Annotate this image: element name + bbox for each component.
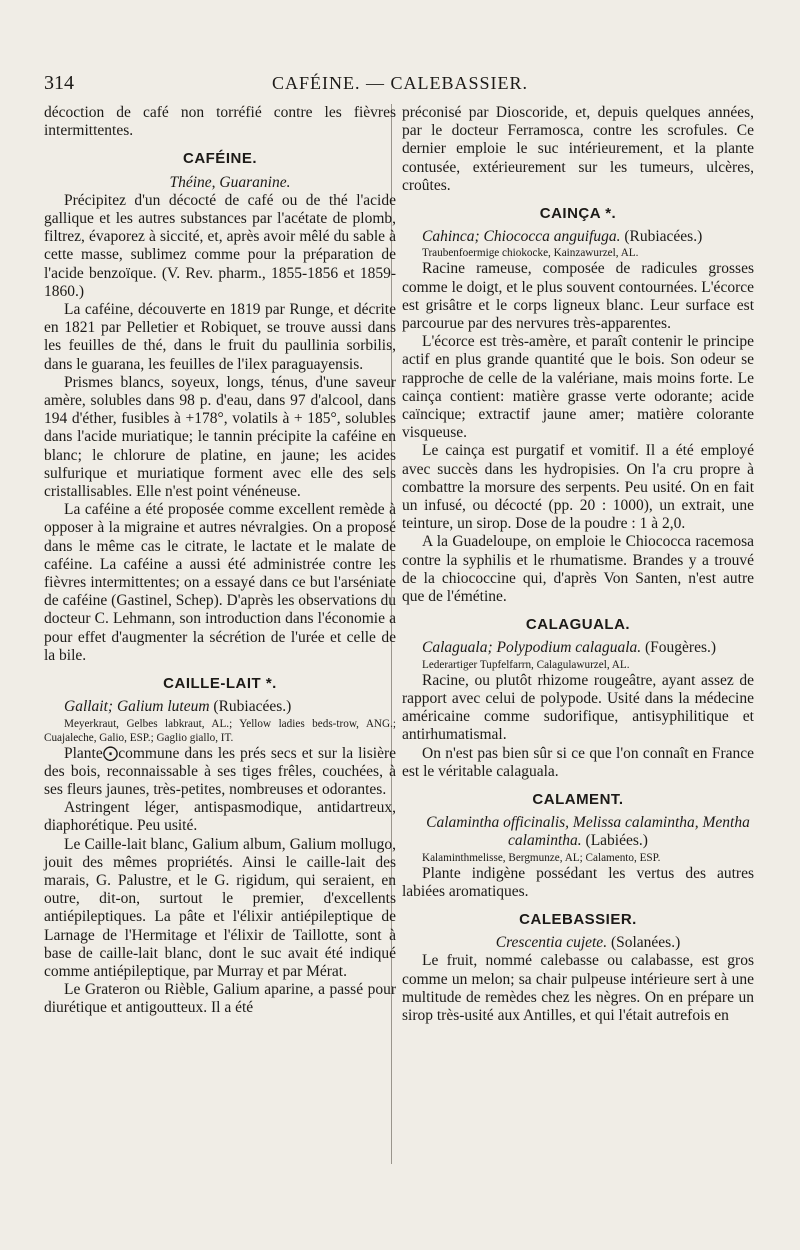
- vernacular-names: Kalaminthmelisse, Bergmunze, AL; Calamento, ESP.: [422, 851, 661, 864]
- entry-title-calaguala: CALAGUALA.: [525, 616, 631, 634]
- paragraph: Plante indigène possédant les vertus des autres labiées aromatiques.: [402, 864, 754, 900]
- vernacular-names: Meyerkraut, Gelbes labkraut, AL.; Yellow ladies beds-trow, ANG.; Cuajaleche, Galio, ESP.; Gaglio giallo, IT.: [44, 717, 396, 744]
- entry-synonyms: [402, 934, 754, 952]
- continuation-paragraph: décoction de café non torréfié contre les fièvres intermittentes.: [44, 104, 396, 140]
- plant-family: (Fougères.): [641, 639, 717, 657]
- entry-synonyms: [402, 814, 754, 850]
- continuation-paragraph: préconisé par Dioscoride, et, depuis quelques années, par le docteur Ferramosca, contre les scrofules. Ce dernier emploie le suc intérieurement, et la plante contusée, extérieurement sur les tumeurs, ulcères, croûtes.: [402, 104, 754, 194]
- paragraph: Racine, ou plutôt rhizome rougeâtre, ayant assez de rapport avec celui de polypode. Usité dans la médecine américaine comme sudorifique, antisyphilitique et antirhumatismal.: [402, 671, 754, 744]
- synonyms-latin: Gallait; Galium luteum: [64, 698, 210, 716]
- paragraph: La caféine, découverte en 1819 par Runge, et décrite en 1821 par Pelletier et Robiquet, se trouve aussi dans les feuilles de thé, dans le fruit du paullinia sorbilis, dans le guarana, les feuilles de l'ilex paraguayensis.: [44, 301, 396, 373]
- page-number: 314: [44, 72, 74, 94]
- paragraph: Le cainça est purgatif et vomitif. Il a été employé avec succès dans les hydropisies. On l'a cru propre à combattre la morsure des serpents. Peu usité. On en fait un infusé, ou décocté (pp. 20 : 1000), un extrait, une teinture, un sirop. Dose de la poudre : 1 à 2,0.: [402, 442, 754, 533]
- synonyms-latin: Crescentia cujete.: [495, 934, 608, 952]
- entry-synonyms: [402, 228, 754, 246]
- vernacular-names: Lederartiger Tupfelfarrn, Calagulawurzel, AL.: [422, 658, 630, 671]
- plant-family: (Rubiacées.): [209, 698, 292, 716]
- paragraph: Le fruit, nommé calebasse ou calabasse, est gros comme un melon; sa chair pulpeuse intérieure sert à une multitude de remèdes chez les nègres. On en prépare un sirop très-usité aux Antilles, et qui l'était autrefois en: [402, 952, 754, 1024]
- paragraph: Le Grateron ou Rièble, Galium aparine, a passé pour diurétique et antigoutteux. Il a été: [44, 981, 396, 1017]
- entry-title-calebassier: CALEBASSIER.: [519, 910, 637, 928]
- entry-synonyms: Théine, Guaranine.: [169, 173, 291, 191]
- paragraph: La caféine a été proposée comme excellent remède à opposer à la migraine et autres névralgies. On a proposé dans le même cas le citrate, le lactate et le malate de caféine. La caféine a aussi été administrée contre les fièvres intermittentes; on a essayé dans ce but l'arséniate de caféine (Gastinel, Schep). D'après les observations du docteur C. Lehmann, son introduction dans l'économie a pour effet d'augmenter la sécrétion de l'urée et celle de la bile.: [44, 501, 396, 664]
- entry-title-cainca: CAINÇA *.: [539, 205, 617, 223]
- entry-synonyms: [402, 639, 754, 657]
- synonyms-latin: Cahinca; Chiococca anguifuga.: [422, 228, 621, 246]
- plant-family: (Labiées.): [581, 832, 648, 850]
- paragraph: Racine rameuse, composée de radicules grosses comme le doigt, et le plus souvent contournées. L'écorce est grisâtre et le corps ligneux blanc. Leur surface est parcourue par des nervures très-apparentes.: [402, 260, 754, 333]
- entry-synonyms: [44, 698, 396, 716]
- plant-family: (Solanées.): [607, 934, 681, 952]
- left-column: [44, 104, 396, 1018]
- right-column: [402, 104, 754, 1025]
- entry-title-cafeine: CAFÉINE.: [182, 150, 257, 168]
- page-header: [44, 72, 756, 98]
- entry-title-caille-lait: CAILLE-LAIT *.: [163, 675, 277, 693]
- plant-family: (Rubiacées.): [620, 228, 703, 246]
- paragraph: Précipitez d'un décocté de café ou de thé l'acide gallique et les autres substances par l'acétate de plomb, filtrez, évaporez à siccité, et, après avoir mêlé du sable à cette masse, sublimez comme pour la préparation de l'acide benzoïque. (V. Rev. pharm., 1855-1856 et 1859-1860.): [44, 191, 396, 300]
- paragraph: A la Guadeloupe, on emploie le Chiococca racemosa contre la syphilis et le rhumatisme. Brandes y a trouvé de la chiococcine qui, d'après Von Santen, n'est autre que de l'émétine.: [402, 533, 754, 606]
- paragraph: Plante⨀commune dans les prés secs et sur la lisière des bois, reconnaissable à ses tiges frêles, couchées, à ses fleurs jaunes, très-petites, nombreuses et odorantes.: [44, 744, 396, 798]
- paragraph: L'écorce est très-amère, et paraît contenir le principe actif en plus grande quantité que le bois. Son odeur se rapproche de celle de la valériane, mais moins forte. Le cainça contient: matière grasse verte odorante; acide caïncique; extractif jaune amer; matière colorante visqueuse.: [402, 333, 754, 442]
- paragraph: Prismes blancs, soyeux, longs, ténus, d'une saveur amère, solubles dans 98 p. d'eau, dans 97 d'alcool, dans 194 d'éther, fusibles à +178°, volatils à + 185°, solubles dans l'acide muriatique; le tannin précipite la caféine en blanc; le chlorure de platine, en jaune; les acides sulfurique et muriatique forment avec elle des sels cristallisables. Elle n'est point vénéneuse.: [44, 373, 396, 501]
- paragraph: Le Caille-lait blanc, Galium album, Galium mollugo, jouit des mêmes propriétés. Ainsi le caille-lait des marais, G. Palustre, et le G. rigidum, qui seraient, en outre, dit-on, surtout le premier, d'excellents antiépileptiques. La pâte et l'élixir antiépileptique de Larnage de l'Hermitage et l'élixir de Taillotte, sont à base de caille-lait blanc, dont le suc avait été indiqué comme antiépileptique, par Murray et par Mérat.: [44, 835, 396, 980]
- synonyms-latin: Calaguala; Polypodium calaguala.: [422, 639, 642, 657]
- paragraph: On n'est pas bien sûr si ce que l'on connaît en France est le véritable calaguala.: [402, 744, 754, 780]
- entry-title-calament: CALAMENT.: [532, 790, 624, 808]
- vernacular-names: Traubenfoermige chiokocke, Kainzawurzel, AL.: [422, 247, 639, 260]
- paragraph: Astringent léger, antispasmodique, antidartreux, diaphorétique. Peu usité.: [44, 799, 396, 835]
- running-title: CAFÉINE. — CALEBASSIER.: [271, 73, 528, 93]
- synonyms-latin: Calaminthа officinalis, Melissa calamintha, Mentha calamintha.: [426, 814, 750, 850]
